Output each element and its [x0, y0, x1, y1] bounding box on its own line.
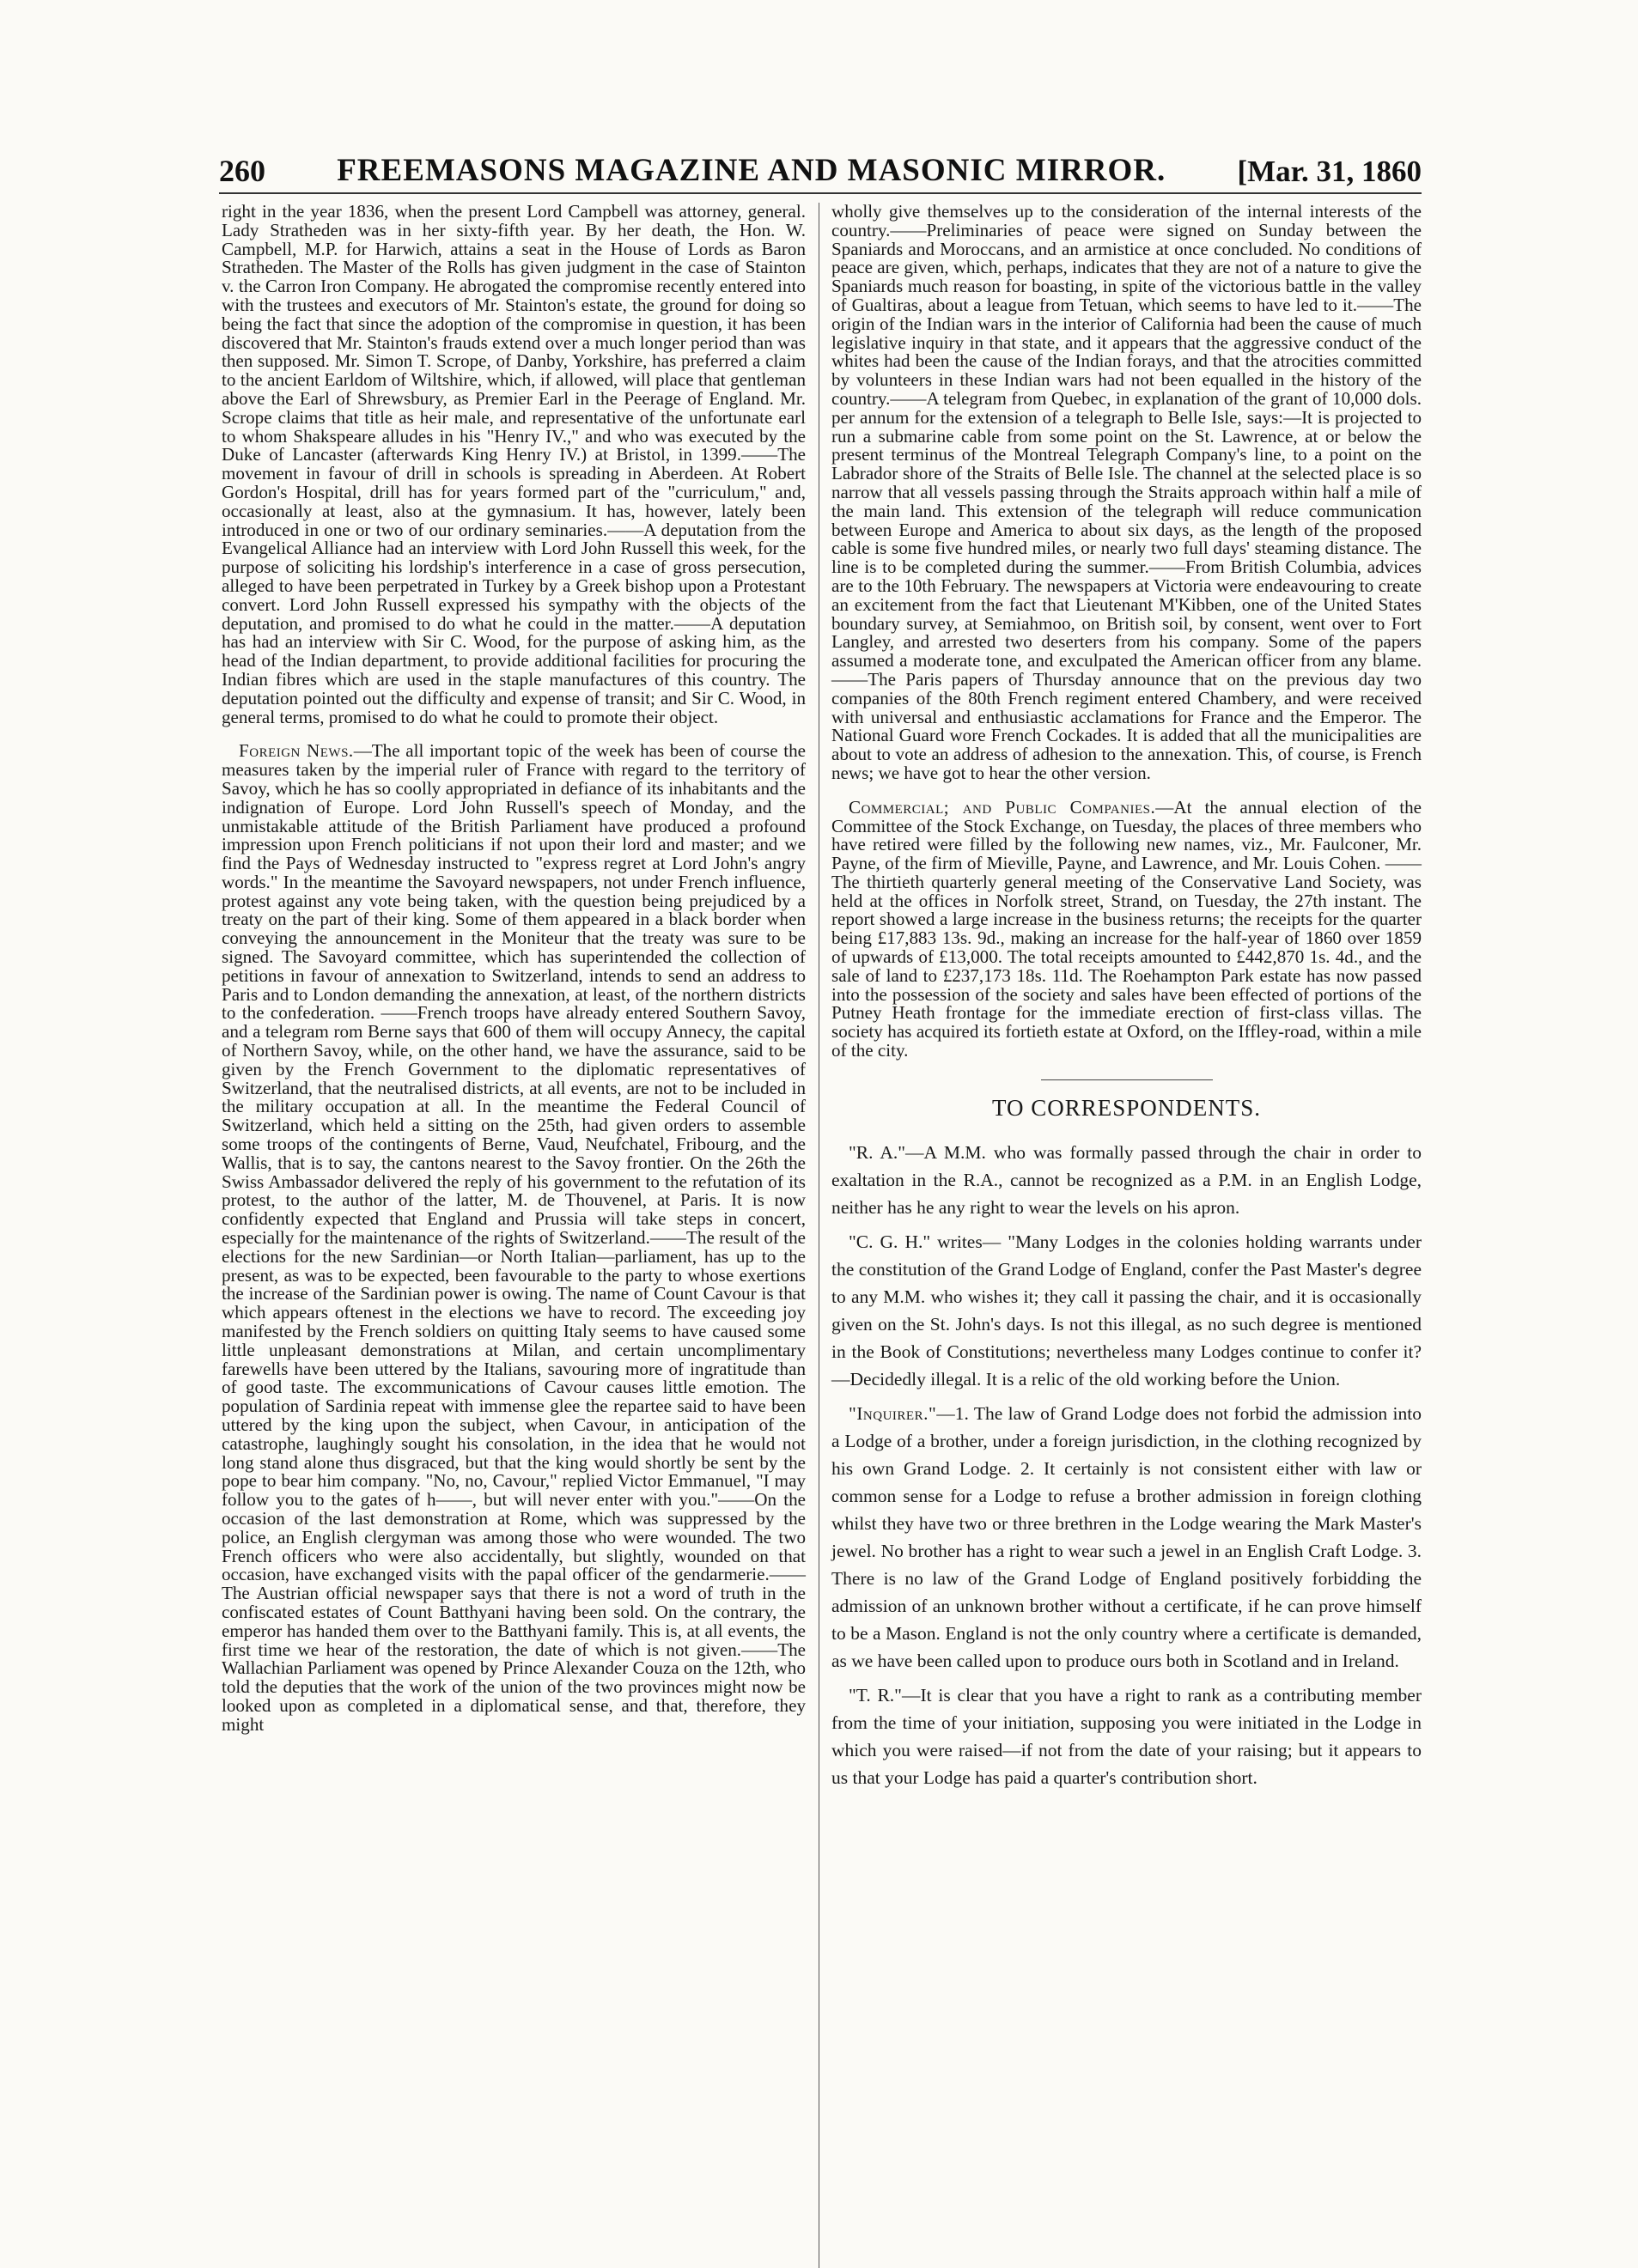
reply-body: —A M.M. who was formally passed through the chair in order to exaltation in the R.A., cannot be recognized as a P.M. in an English Lodge, neither has he any right to wear the levels on his apron.: [831, 1141, 1422, 1218]
correspondent-reply: [831, 1228, 1422, 1393]
page-number: 260: [219, 154, 265, 188]
section-lead: Commercial; and Public Companies.: [849, 796, 1156, 818]
section-lead: Foreign News.: [239, 740, 354, 762]
reply-lead: "R. A.": [849, 1141, 906, 1163]
section-rule: [1041, 1079, 1213, 1080]
article-paragraph: right in the year 1836, when the present Lord Campbell was attorney, general. Lady Stratheden was in her sixty-fifth year. By her death, the Hon. W. Campbell, M.P. for Harwich, attains a seat in the House of Lords as Baron Stratheden. The Master of the Rolls has given judgment in the case of Stainton v. the Carron Iron Company. He abrogated the compromise recently entered into with the trustees and executors of Mr. Stainton's estate, the ground for doing so being the fact that since the adoption of the compromise in question, it has been discovered that Mr. Stainton's frauds extend over a much longer period than was then supposed. Mr. Simon T. Scrope, of Danby, Yorkshire, has preferred a claim to the ancient Earldom of Wiltshire, which, if allowed, will place that gentleman above the Earl of Shrewsbury, as Premier Earl in the Peerage of England. Mr. Scrope claims that title as heir male, and representative of the unfortunate earl to whom Shakspeare alludes in his "Henry IV.," and who was executed by the Duke of Lancaster (afterwards King Henry IV.) at Bristol, in 1399.——The movement in favour of drill in schools is spreading in Aberdeen. At Robert Gordon's Hospital, drill has for years formed part of the "curriculum," and, occasionally at least, also at the gymnasium. It has, however, lately been introduced in one or two of our ordinary seminaries.——A deputation from the Evangelical Alliance had an interview with Lord John Russell this week, for the purpose of soliciting his lordship's interference in a case of gross persecution, alleged to have been perpetrated in Turkey by a Greek bishop upon a Protestant convert. Lord John Russell expressed his sympathy with the objects of the deputation, and promised to do what he could in the matter.——A deputation has had an interview with Sir C. Wood, for the purpose of asking him, as the head of the Indian department, to provide additional facilities for procuring the Indian fibres which are used in the staple manufactures of this country. The deputation pointed out the difficulty and expense of transit; and Sir C. Wood, in general terms, promised to do what he could to promote their object.: [222, 201, 806, 727]
masthead-title: FREEMASONS MAGAZINE AND MASONIC MIRROR.: [337, 153, 1166, 188]
correspondent-reply: [831, 1400, 1422, 1675]
paragraph-body: —The all important topic of the week has been of course the measures taken by the imperial ruler of France with regard to the territory of Savoy, which he has so coolly appropriated in defiance of its inhabitants and the indignation of Europe. Lord John Russell's speech of Monday, and the unmistakable attitude of the British Parliament have produced a profound impression upon French politicians if not upon their lord and master; and we find the Pays of Wednesday instructed to "express regret at Lord John's angry words." In the meantime the Savoyard newspapers, not under French influence, protest against any vote being taken, with the question being prejudiced by a treaty on the part of their king. Some of them appeared in a black border when conveying the announcement in the Moniteur that the treaty was sure to be signed. The Savoyard committee, which has superintended the collection of petitions in favour of annexation to Switzerland, intends to send an address to Paris and to London demanding the annexation, at least, of the northern districts to the confederation. ——French troops have already entered Southern Savoy, and a telegram rom Berne says that 600 of them will occupy Annecy, the capital of Northern Savoy, while, on the other hand, we have the assurance, said to be given by the French Government to the diplomatic representatives of Switzerland, that the neutralised districts, at all events, are not to be included in the military occupation at all. In the meantime the Federal Council of Switzerland, which held a sitting on the 25th, had given orders to assemble some troops of the contingents of Berne, Vaud, Neufchatel, Fribourg, and the Wallis, that is to say, the cantons nearest to the Savoy frontier. On the 26th the Swiss Ambassador delivered the reply of his government to the refutation of its protest, to the author of the latter, M. de Thouvenel, at Paris. It is now confidently expected that England and Prussia will take steps in concert, especially for the maintenance of the rights of Switzerland.——The result of the elections for the new Sardinian—or North Italian—parliament, has up to the present, as was to be expected, been favourable to the party to whose exertions the increase of the Sardinian power is owing. The name of Count Cavour is that which appears oftenest in the elections we have to record. The exceeding joy manifested by the French soldiers on quitting Italy seems to have caused some little unpleasant demonstrations at Milan, and certain uncomplimentary farewells have been uttered by the Italians, savouring more of ingratitude than of good taste. The excommunications of Cavour causes little emotion. The population of Sardinia repeat with immense glee the repartee said to have been uttered by the king upon the subject, when Cavour, in anticipation of the catastrophe, laughingly sought his consolation, in the idea that he would not long stand alone thus disgraced, but that the king would shortly be sent by the pope to bear him company. "No, no, Cavour," replied Victor Emmanuel, "I may follow you to the gates of h——, but will never enter with you."——On the occasion of the last demonstration at Rome, which was suppressed by the police, an English clergyman was among those who were wounded. The two French officers who were also accidentally, but slightly, wounded on that occasion, have exchanged visits with the papal officer of the gendarmerie.——The Austrian official newspaper says that there is not a word of truth in the confiscated estates of Count Batthyani having been sold. On the contrary, the emperor has handed them over to the Batthyani family. This is, at all events, the first time we hear of the restoration, the date of which is not given.——The Wallachian Parliament was opened by Prince Alexander Couza on the 12th, who told the deputies that the work of the union of the two provinces might now be looked upon as completed in a diplomatical sense, and that, therefore, they might: [222, 740, 806, 1735]
right-column: [831, 203, 1422, 1791]
header-rule: [219, 192, 1422, 194]
left-column: [222, 203, 806, 1735]
correspondent-reply: [831, 1139, 1422, 1221]
reply-lead: "Inquirer.": [849, 1402, 937, 1424]
correspondents-heading: TO CORRESPONDENTS.: [991, 1094, 1262, 1121]
foreign-news-paragraph: [222, 742, 806, 1734]
reply-lead: "C. G. H.": [849, 1231, 931, 1252]
commercial-paragraph: [831, 796, 1422, 1061]
reply-body: —1. The law of Grand Lodge does not forbid the admission into a Lodge of a brother, under a foreign jurisdiction, in the clothing recognized by his own Grand Lodge. 2. It certainly is not consistent either with law or common sense for a Lodge to refuse a brother admission in foreign clothing whilst they have two or three brethren in the Lodge wearing the Mark Master's jewel. No brother has a right to wear such a jewel in an English Craft Lodge. 3. There is no law of the Grand Lodge of England positively forbidding the admission of an unknown brother without a certificate, if he can prove himself to be a Mason. England is not the only country where a certificate is demanded, as we have been called upon to produce ours both in Scotland and in Ireland.: [831, 1402, 1422, 1671]
correspondent-reply: [831, 1681, 1422, 1791]
correspondents-section: [831, 1139, 1422, 1791]
reply-body: —It is clear that you have a right to rank as a contributing member from the time of your initiation, supposing you were initiated in the Lodge in which you were raised—if not from the date of your raising; but it appears to us that your Lodge has paid a quarter's contribution short.: [831, 1684, 1422, 1788]
reply-lead: "T. R.": [849, 1684, 902, 1706]
issue-date: [Mar. 31, 1860: [1237, 155, 1422, 188]
paragraph-body: —At the annual election of the Committee of the Stock Exchange, on Tuesday, the places of three members who have retired were filled by the following new names, viz., Mr. Faulconer, Mr. Payne, of the firm of Mieville, Payne, and Lawrence, and Mr. Louis Cohen. ——The thirtieth quarterly general meeting of the Conservative Land Society, was held at the offices in Norfolk street, Strand, on Tuesday, the 27th instant. The report showed a large increase in the business returns; the receipts for the quarter being £17,883 13s. 9d., making an increase for the half-year of 1860 over 1859 of upwards of £13,000. The total receipts amounted to £442,870 1s. 4d., and the sale of land to £237,173 18s. 11d. The Roehampton Park estate has now passed into the possession of the society and sales have been effected of portions of the Putney Heath frontage for the immediate erection of first-class villas. The society has acquired its fortieth estate at Oxford, on the Iffley-road, within a mile of the city.: [831, 796, 1422, 1061]
article-paragraph: wholly give themselves up to the consideration of the internal interests of the country.——Preliminaries of peace were signed on Sunday between the Spaniards and Moroccans, and an armistice at once concluded. No conditions of peace are given, which, perhaps, indicates that they are not of a nature to give the Spaniards much reason for boasting, in spite of the victorious battle in the valley of Gualtiras, about a league from Tetuan, which seems to have led to it.——The origin of the Indian wars in the interior of California had been the cause of much legislative inquiry in that state, and it appears that the aggressive conduct of the whites had been the cause of the Indian forays, and that the atrocities committed by volunteers in these Indian wars had not been equalled in the history of the country.——A telegram from Quebec, in explanation of the grant of 10,000 dols. per annum for the extension of a telegraph to Belle Isle, says:—It is projected to run a submarine cable from some point on the St. Lawrence, at or below the present terminus of the Montreal Telegraph Company's line, to a point on the Labrador shore of the Straits of Belle Isle. The channel at the selected place is so narrow that all vessels passing through the Straits approach within half a mile of the main land. This extension of the telegraph will reduce communication between Europe and America to about six days, as the length of the proposed cable is some five hundred miles, or nearly two full days' steaming distance. The line is to be completed during the summer.——From British Columbia, advices are to the 10th February. The newspapers at Victoria were endeavouring to create an excitement from the fact that Lieutenant M'Kibben, one of the United States boundary survey, at Semiahmoo, on British soil, by consent, went over to Fort Langley, and arrested two deserters from his company. Some of the papers assumed a moderate tone, and exculpated the American officer from any blame.——The Paris papers of Thursday announce that on the previous day two companies of the 80th French regiment entered Chambery, and were received with universal and enthusiastic acclamations for France and the Emperor. The National Guard wore French Cockades. It is added that all the municipalities are about to vote an address of adhesion to the annexation. This, of course, is French news; we have got to hear the other version.: [831, 201, 1422, 783]
page-header: [219, 149, 1422, 189]
reply-body: writes— "Many Lodges in the colonies holding warrants under the constitution of the Grand Lodge of England, confer the Past Master's degree to any M.M. who wishes it; they call it passing the chair, and it is occasionally given on the St. John's days. Is not this illegal, as no such degree is mentioned in the Book of Constitutions; nevertheless many Lodges continue to confer it?—Decidedly illegal. It is a relic of the old working before the Union.: [831, 1231, 1422, 1389]
